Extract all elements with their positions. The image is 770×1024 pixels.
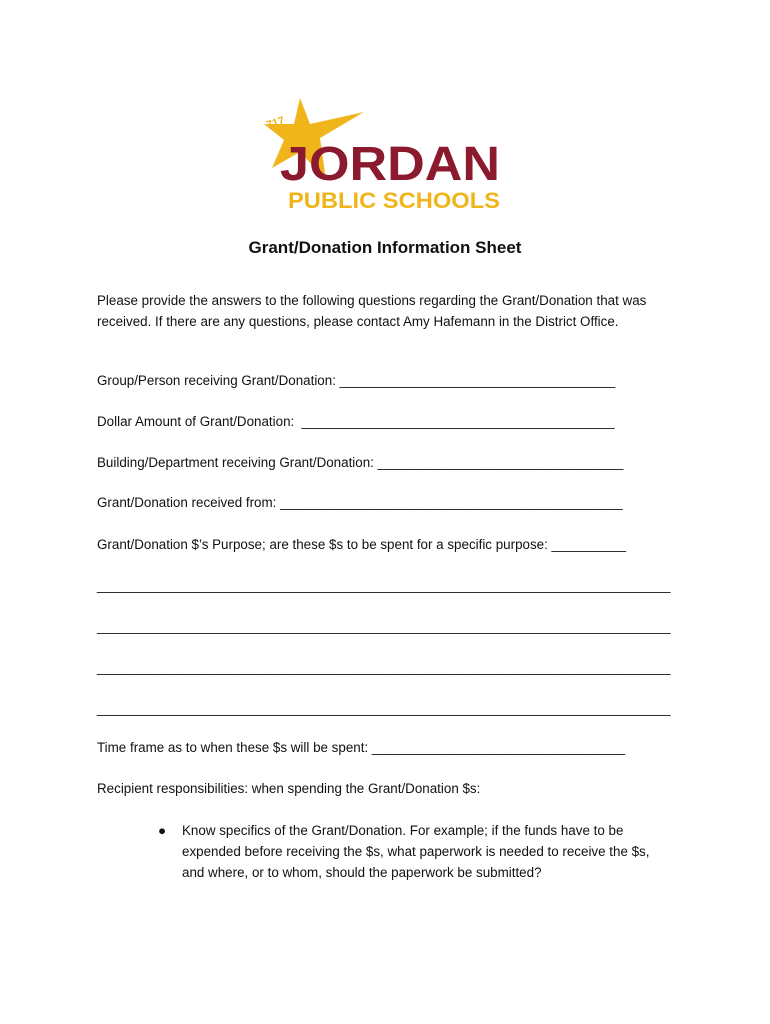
responsibilities-heading: Recipient responsibilities: when spending the Grant/Donation $s: [97,781,481,796]
jordan-public-schools-logo [262,94,508,214]
field-group-person[interactable]: Group/Person receiving Grant/Donation: _____________________________________ [97,373,616,388]
field-time-frame[interactable]: Time frame as to when these $s will be spent: __________________________________ [97,740,626,755]
intro-paragraph: Please provide the answers to the following questions regarding the Grant/Donation that was received. If there are any questions, please contact Amy Hafemann in the District Office. [97,293,647,329]
field-purpose[interactable]: Grant/Donation $’s Purpose; are these $s to be spent for a specific purpose: __________ [97,537,627,552]
logo-number: 717 [264,114,287,132]
logo-word-public-schools: PUBLIC SCHOOLS [288,188,500,213]
blank-line[interactable]: _____________________________________________________________________________ [97,701,671,716]
blank-line[interactable]: _____________________________________________________________________________ [97,578,671,593]
bullet-icon: ● [158,823,167,838]
blank-line[interactable]: _____________________________________________________________________________ [97,660,671,675]
document-title: Grant/Donation Information Sheet [248,238,522,257]
field-building-department[interactable]: Building/Department receiving Grant/Donation: _________________________________ [97,455,624,470]
field-dollar-amount[interactable]: Dollar Amount of Grant/Donation: __________________________________________ [97,414,615,429]
logo-word-jordan: JORDAN [280,138,500,191]
bullet-item [158,820,658,883]
blank-line[interactable]: _____________________________________________________________________________ [97,619,671,634]
bullet-text: Know specifics of the Grant/Donation. For example; if the funds have to be expended before receiving the $s, what paperwork is needed to receive the $s, and where, or to whom, should the paperwork be submitted? [182,823,650,880]
field-received-from[interactable]: Grant/Donation received from: ______________________________________________ [97,495,623,510]
